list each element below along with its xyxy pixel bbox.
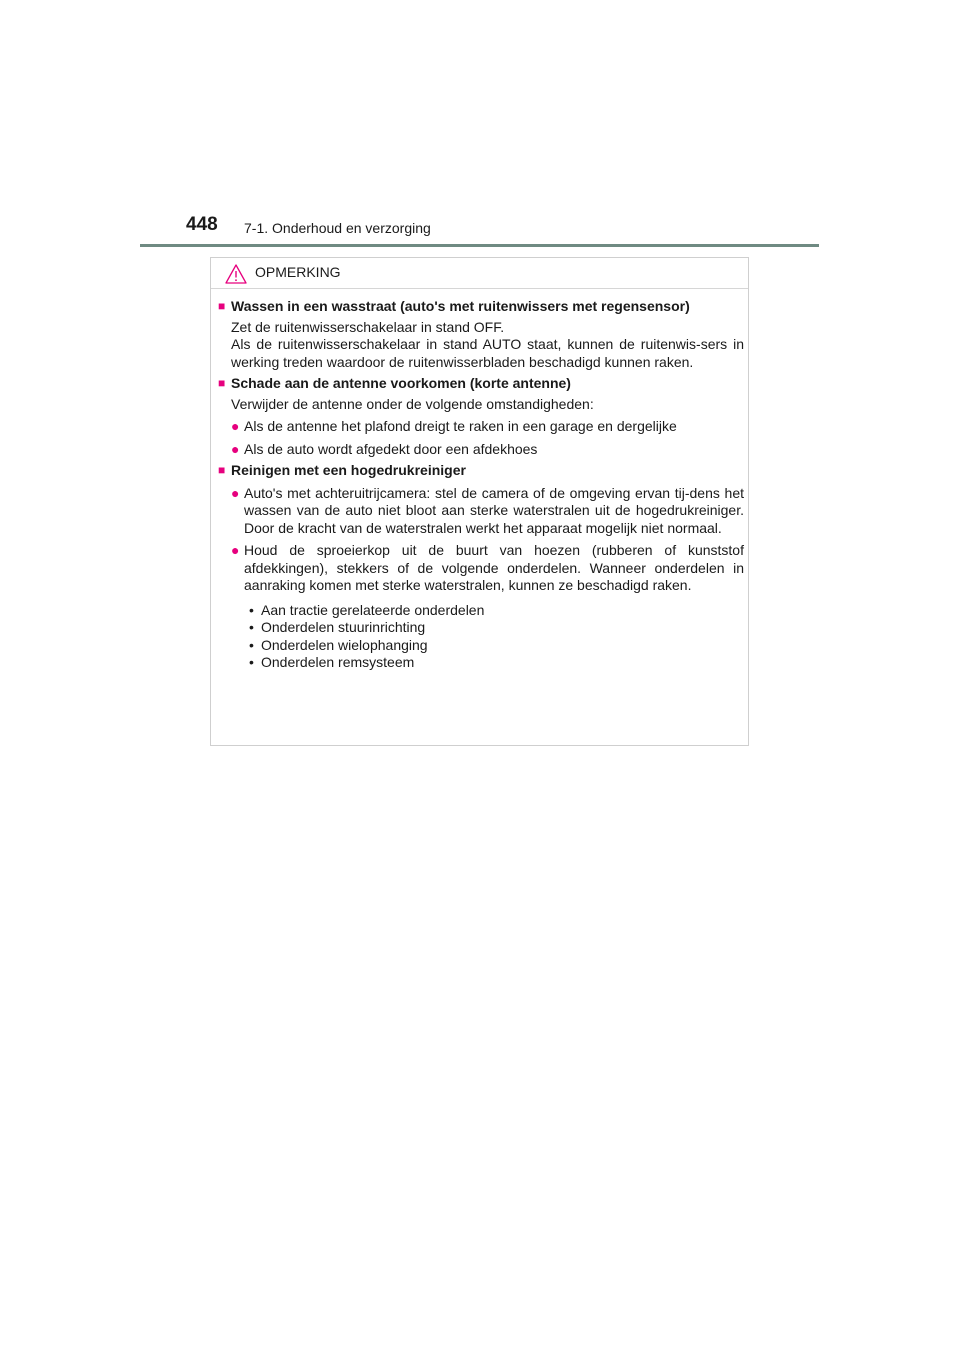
dot-bullet-icon: ●: [231, 440, 240, 457]
section-pressure-washer: [218, 462, 744, 672]
dot-bullet-icon: ●: [231, 418, 240, 434]
dot-bullet-icon: ●: [231, 542, 240, 558]
list-item: ● Auto's met achteruitrijcamera: stel de camera of de omgeving ervan tij-dens het wassen van de auto niet bloot aan sterke waterstralen uit de hogedrukreiniger. Door de kracht van de waterstralen werkt het apparaat mogelijk niet normaal.: [231, 484, 744, 536]
dot-bullet-icon: ●: [231, 484, 240, 501]
list-item: ● Als de antenne het plafond dreigt te raken in een garage en dergelijke: [231, 418, 677, 434]
notice-content: [218, 298, 744, 676]
sub-list-item: • Onderdelen wielophanging: [249, 636, 428, 653]
list-item: ● Als de auto wordt afgedekt door een afdekhoes: [231, 440, 538, 457]
notice-header: [211, 258, 748, 289]
sub-list-item: • Onderdelen stuurinrichting: [249, 619, 426, 635]
sub-list: [218, 602, 744, 672]
section-heading: ■ Reinigen met een hogedrukreiniger: [218, 462, 466, 478]
page-number: 448: [186, 214, 218, 235]
section-antenna: [218, 375, 744, 458]
list-item: ● Houd de sproeierkop uit de buurt van hoezen (rubberen of kunststof afdekkingen), stekkers of de volgende onderdelen. Wanneer onderdelen in aanraking komen met sterke waterstralen, kunnen ze beschadigd raken.: [231, 542, 744, 593]
sub-list-item: • Aan tractie gerelateerde onderdelen: [249, 601, 485, 618]
section-car-wash: [218, 298, 744, 371]
notice-box: [210, 257, 749, 746]
header-divider: [140, 244, 819, 247]
square-bullet-icon: ■: [218, 463, 226, 477]
warning-triangle-icon: [225, 264, 247, 284]
notice-title: OPMERKING: [255, 264, 341, 280]
section-heading: ■ Wassen in een wasstraat (auto's met ruitenwissers met regensensor): [218, 298, 690, 314]
square-bullet-icon: ■: [218, 376, 226, 390]
square-bullet-icon: ■: [218, 299, 226, 313]
section-intro: Verwijder de antenne onder de volgende omstandigheden:: [231, 395, 594, 412]
section-title: 7-1. Onderhoud en verzorging: [244, 220, 431, 236]
sub-list-item: • Onderdelen remsysteem: [249, 654, 415, 670]
section-heading: ■ Schade aan de antenne voorkomen (korte antenne): [218, 375, 571, 391]
section-paragraph: Zet de ruitenwisserschakelaar in stand OFF. Als de ruitenwisserschakelaar in stand AUTO staat, kunnen de ruitenwis-sers in werking treden waardoor de ruitenwisserbladen beschadigd kunnen raken.: [231, 318, 744, 370]
